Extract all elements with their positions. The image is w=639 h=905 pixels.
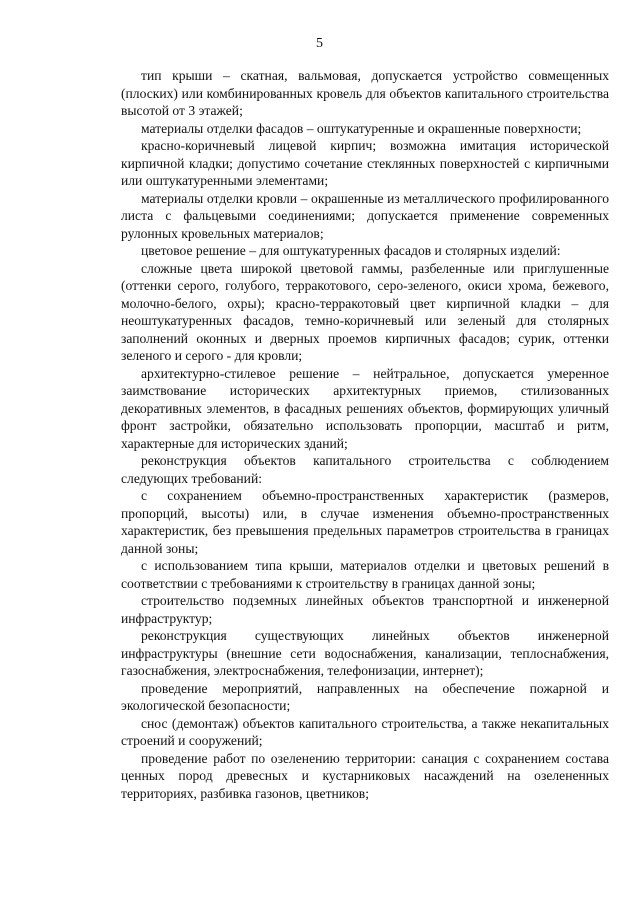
paragraph-complex-colors: сложные цвета широкой цветовой гаммы, разбеленные или приглушенные (оттенки серого, голубого, терракотового, серо-зеленого, окиси хрома, бежевого, молочно-белого, охры); красно-терракотовый цвет кирпичной кладки – для неоштукатуренных фасадов, темно-коричневый или зеленый для столярных заполнений оконных и дверных проемов кирпичных фасадов; сурик, оттенки зеленого и серого - для кровли;: [121, 260, 609, 363]
paragraph-color-solution: цветовое решение – для оштукатуренных фасадов и столярных изделий:: [141, 243, 561, 258]
paragraph-roof-and-colors: с использованием типа крыши, материалов отделки и цветовых решений в соответствии с требованиями к строительству в границах данной зоны;: [121, 558, 609, 591]
paragraph-landscaping: проведение работ по озеленению территории: санация с сохранением состава ценных пород древесных и кустарниковых насаждений на озелененных территориях, разбивка газонов, цветников;: [121, 750, 609, 801]
page-number: 5: [316, 36, 323, 51]
paragraph-demolition: снос (демонтаж) объектов капитального строительства, а также некапитальных строений и сооружений;: [121, 715, 609, 748]
paragraph-brick: красно-коричневый лицевой кирпич; возможна имитация исторической кирпичной кладки; допустимо сочетание стеклянных поверхностей с кирпичными или оштукатуренными элементами;: [121, 138, 609, 188]
paragraph-volume-characteristics: с сохранением объемно-пространственных характеристик (размеров, пропорций, высоты) или, в случае изменения объемно-пространственных характеристик, без превышения предельных параметров строительства в границах данной зоны;: [121, 488, 609, 556]
paragraph-roof-materials: материалы отделки кровли – окрашенные из металлического профилированного листа с фальцевыми соединениями; допускается применение современных рулонных кровельных материалов;: [121, 190, 609, 241]
paragraph-fire-safety: проведение мероприятий, направленных на обеспечение пожарной и экологической безопасности;: [121, 680, 609, 713]
paragraph-reconstruction: реконструкция объектов капитального строительства с соблюдением следующих требований:: [121, 453, 609, 486]
paragraph-architectural-style: архитектурно-стилевое решение – нейтральное, допускается умеренное заимствование исторических архитектурных приемов, стилизованных декоративных элементов, в фасадных решениях объектов, формирующих уличный фронт застройки, обязательно использовать пропорции, масштаб и ритм, характерные для исторических зданий;: [121, 365, 609, 451]
document-body: [121, 67, 609, 802]
paragraph-infrastructure-reconstruction: реконструкция существующих линейных объектов инженерной инфраструктуры (внешние сети водоснабжения, канализации, теплоснабжения, газоснабжения, электроснабжения, телефонизации, интернет);: [121, 628, 609, 678]
paragraph-underground-construction: строительство подземных линейных объектов транспортной и инженерной инфраструктур;: [121, 593, 609, 626]
paragraph-facade-materials: материалы отделки фасадов – оштукатуренные и окрашенные поверхности;: [141, 120, 582, 136]
paragraph-roof-type: тип крыши – скатная, вальмовая, допускается устройство совмещенных (плоских) или комбинированных кровель для объектов капитального строительства высотой от 3 этажей;: [121, 68, 609, 118]
